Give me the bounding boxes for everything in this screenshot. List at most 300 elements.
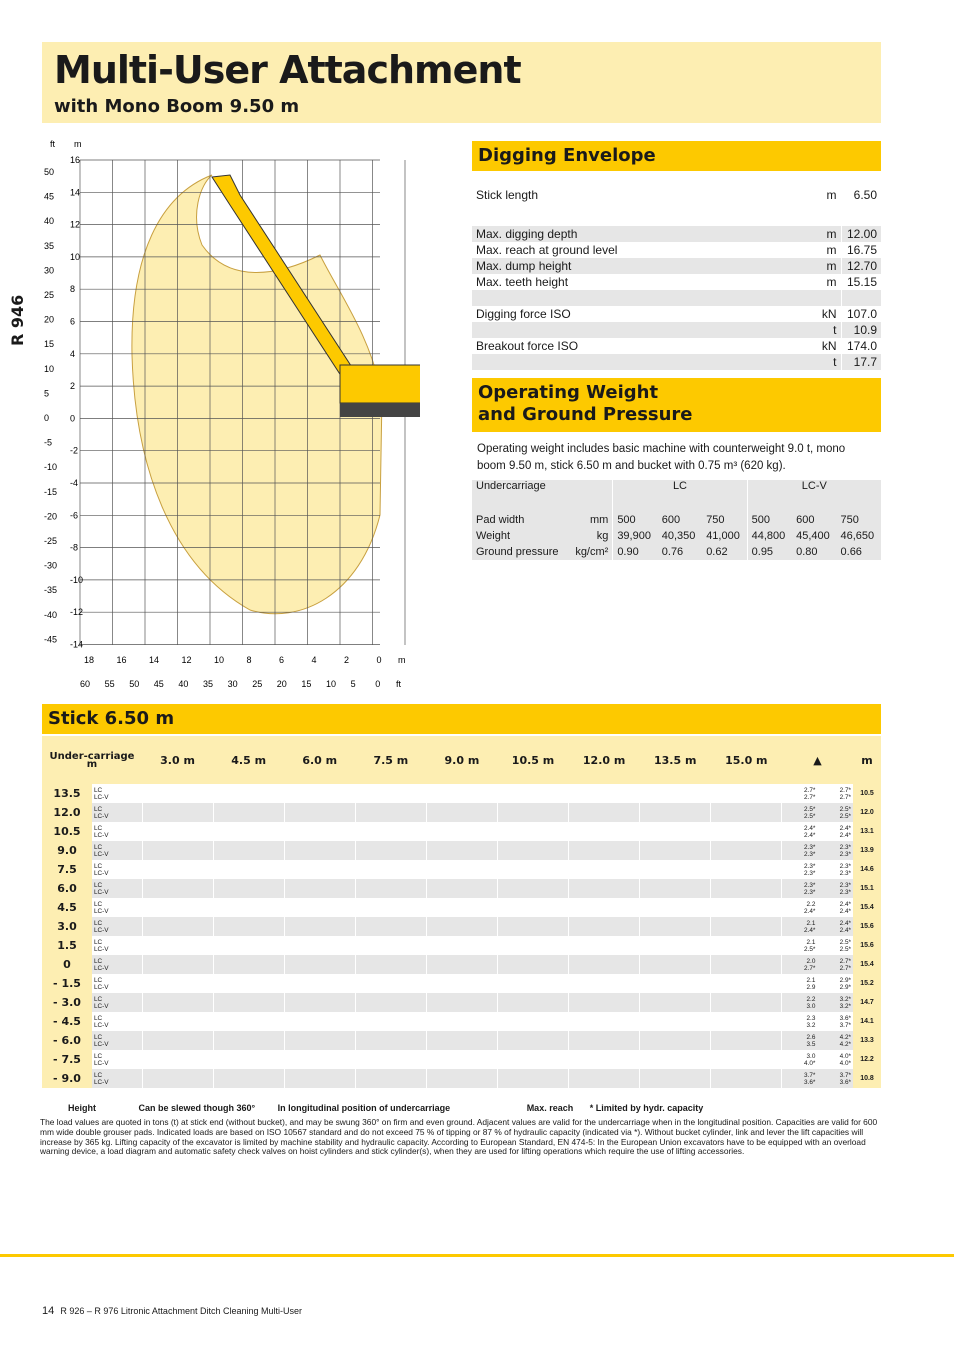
weight-cell: 44,800 <box>747 528 792 544</box>
capacity-cell <box>675 841 711 860</box>
capacity-cell <box>746 993 782 1012</box>
capacity-cell <box>426 1069 462 1088</box>
uc-cell: LC LC-V <box>92 841 142 860</box>
reach-cell: 15.4 <box>853 898 881 917</box>
digging-cell: m <box>826 243 837 257</box>
digging-cell: Breakout force ISO <box>476 339 579 353</box>
weight-cell: Weight <box>472 528 569 544</box>
height-cell: 3.0 <box>42 917 92 936</box>
lift-row <box>42 917 881 936</box>
max-reach-cell: 3.7* 3.6* <box>782 1069 818 1088</box>
digging-envelope-table <box>472 180 881 370</box>
reach-cell: 10.5 <box>853 784 881 803</box>
capacity-cell <box>355 803 391 822</box>
capacity-cell <box>213 955 249 974</box>
capacity-cell <box>178 1031 214 1050</box>
capacity-cell <box>746 1012 782 1031</box>
capacity-cell <box>675 898 711 917</box>
y-tick-ft: -5 <box>44 437 53 448</box>
digging-cell: Max. dump height <box>472 258 811 274</box>
stick-title: Stick 6.50 m <box>42 704 881 734</box>
weight-cell: 46,650 <box>837 528 881 544</box>
capacity-cell <box>462 936 498 955</box>
capacity-cell <box>604 917 640 936</box>
capacity-cell <box>569 974 605 993</box>
lift-row <box>42 860 881 879</box>
digging-cell: Digging force ISO <box>476 307 571 321</box>
max-reach-cell: 2.3* 2.3* <box>782 860 818 879</box>
digging-cell: 12.00 <box>841 226 881 242</box>
capacity-cell <box>213 898 249 917</box>
capacity-cell <box>213 879 249 898</box>
max-reach-cell: 2.1 2.9 <box>782 974 818 993</box>
capacity-cell <box>533 822 569 841</box>
page-title: Multi-User Attachment <box>54 48 521 92</box>
capacity-cell <box>391 879 427 898</box>
capacity-cell <box>497 1031 533 1050</box>
capacity-cell <box>320 822 356 841</box>
capacity-cell <box>426 993 462 1012</box>
legend-height: Height <box>68 1103 96 1113</box>
capacity-cell <box>640 1069 676 1088</box>
y-tick-m: -2 <box>70 445 79 456</box>
capacity-cell <box>391 955 427 974</box>
x-tick-ft: 25 <box>252 679 263 689</box>
capacity-cell <box>604 974 640 993</box>
capacity-cell <box>497 803 533 822</box>
weight-row <box>472 512 881 528</box>
capacity-cell <box>284 841 320 860</box>
reach-col-head: 15.0 m <box>711 736 782 784</box>
capacity-cell <box>284 879 320 898</box>
weight-row <box>472 544 881 560</box>
capacity-cell <box>604 1031 640 1050</box>
legend-slew: Can be slewed though 360° <box>138 1103 256 1113</box>
uc-cell: LC LC-V <box>94 900 109 915</box>
uc-cell: LC LC-V <box>92 879 142 898</box>
height-unit: m <box>86 759 98 770</box>
reach-col-head: 9.0 m <box>426 736 497 784</box>
digging-cell <box>472 354 811 370</box>
capacity-cell <box>569 1050 605 1069</box>
capacity-cell <box>640 879 676 898</box>
capacity-cell <box>284 1050 320 1069</box>
uc-cell: LC LC-V <box>92 917 142 936</box>
capacity-cell <box>497 860 533 879</box>
max-reach-cell: 2.1 2.4* <box>782 917 818 936</box>
capacity-cell <box>640 974 676 993</box>
capacity-cell <box>249 1031 285 1050</box>
capacity-cell <box>497 841 533 860</box>
capacity-cell <box>746 1069 782 1088</box>
digging-row <box>472 210 881 226</box>
legend <box>42 1103 703 1113</box>
weight-cell: Pad width <box>472 512 569 528</box>
reach-cell: 14.6 <box>853 860 881 879</box>
capacity-cell <box>569 860 605 879</box>
max-reach-cell: 2.3* 2.3* <box>839 862 851 877</box>
capacity-cell <box>533 879 569 898</box>
digging-cell: 6.50 <box>841 180 881 210</box>
digging-cell: Max. reach at ground level <box>476 243 618 257</box>
digging-cell: t <box>811 354 841 370</box>
uc-cell: LC LC-V <box>94 786 109 801</box>
capacity-cell <box>711 1050 747 1069</box>
legend-reach: Max. reach <box>526 1103 574 1113</box>
y-tick-m: 4 <box>70 348 76 359</box>
x-axis-ticks <box>80 655 382 689</box>
max-reach-cell: 2.2 2.4* <box>782 898 818 917</box>
height-cell: 1.5 <box>42 936 92 955</box>
capacity-cell <box>711 860 747 879</box>
capacity-cell <box>533 936 569 955</box>
capacity-cell <box>640 860 676 879</box>
capacity-cell <box>462 879 498 898</box>
capacity-cell <box>426 822 462 841</box>
x-tick-ft: 20 <box>276 679 287 689</box>
y-tick-ft: -35 <box>44 585 58 596</box>
capacity-cell <box>497 784 533 803</box>
capacity-cell <box>711 898 747 917</box>
height-cell: - 9.0 <box>42 1069 92 1088</box>
capacity-cell <box>142 993 178 1012</box>
height-cell: 6.0 <box>42 879 92 898</box>
uc-cell: LC LC-V <box>94 824 109 839</box>
max-reach-cell: 2.3 3.2 <box>782 1012 818 1031</box>
digging-cell: 15.15 <box>841 274 881 290</box>
capacity-cell <box>426 917 462 936</box>
capacity-cell <box>249 898 285 917</box>
capacity-cell <box>213 1069 249 1088</box>
y-tick-ft: 15 <box>44 339 55 350</box>
capacity-cell <box>249 974 285 993</box>
capacity-cell <box>640 993 676 1012</box>
capacity-cell <box>213 784 249 803</box>
capacity-cell <box>746 841 782 860</box>
height-cell: - 1.5 <box>42 974 92 993</box>
weight-cell: 0.62 <box>702 544 747 560</box>
capacity-cell <box>213 1031 249 1050</box>
x-tick-ft: 10 <box>326 679 337 689</box>
capacity-cell <box>533 898 569 917</box>
x-tick-m: 16 <box>116 655 127 665</box>
capacity-cell <box>355 784 391 803</box>
capacity-cell <box>462 1069 498 1088</box>
reach-cell: 13.1 <box>853 822 881 841</box>
capacity-cell <box>178 974 214 993</box>
capacity-cell <box>711 993 747 1012</box>
digging-cell: kN <box>821 339 837 353</box>
lift-row <box>42 803 881 822</box>
digging-row <box>472 180 881 210</box>
y-tick-ft: 35 <box>44 240 55 251</box>
height-cell: 9.0 <box>42 841 92 860</box>
capacity-cell <box>497 1069 533 1088</box>
weight-cell: 500 <box>613 512 658 528</box>
footer-rule <box>0 1254 954 1257</box>
capacity-cell <box>178 841 214 860</box>
capacity-cell <box>178 1069 214 1088</box>
capacity-cell <box>675 1050 711 1069</box>
height-cell: 7.5 <box>42 860 92 879</box>
x-tick-ft: 45 <box>153 679 164 689</box>
digging-row <box>472 242 881 258</box>
capacity-cell <box>249 803 285 822</box>
capacity-cell <box>178 1050 214 1069</box>
max-reach-icon: ▲ <box>782 736 853 784</box>
reach-col-head: 7.5 m <box>355 736 426 784</box>
x-tick-ft: 15 <box>301 679 312 689</box>
lift-row <box>42 993 881 1012</box>
lift-row <box>42 841 881 860</box>
y-tick-ft: 30 <box>44 265 55 276</box>
max-reach-cell: 2.4* 2.4* <box>782 822 818 841</box>
lift-row <box>42 936 881 955</box>
lift-row <box>42 784 881 803</box>
reach-cell: 10.8 <box>853 1069 881 1088</box>
capacity-cell <box>142 1050 178 1069</box>
weight-title-1: Operating Weight <box>478 382 659 403</box>
capacity-cell <box>213 993 249 1012</box>
capacity-cell <box>533 803 569 822</box>
capacity-cell <box>284 974 320 993</box>
capacity-cell <box>249 860 285 879</box>
capacity-cell <box>711 1069 747 1088</box>
capacity-cell <box>640 822 676 841</box>
uc-cell: LC LC-V <box>92 993 142 1012</box>
capacity-cell <box>569 955 605 974</box>
capacity-cell <box>320 1012 356 1031</box>
capacity-cell <box>249 955 285 974</box>
x-tick-m: 4 <box>311 655 317 665</box>
footer-text: R 926 – R 976 Litronic Attachment Ditch Cleaning Multi-User <box>60 1306 302 1316</box>
x-m-unit: m <box>398 655 406 665</box>
uc-cell: LC LC-V <box>92 803 142 822</box>
digging-envelope-title: Digging Envelope <box>472 141 881 171</box>
capacity-cell <box>533 993 569 1012</box>
reach-cell: 12.2 <box>853 1050 881 1069</box>
capacity-cell <box>284 784 320 803</box>
capacity-cell <box>426 803 462 822</box>
uc-cell: LC LC-V <box>92 1031 142 1050</box>
max-reach-cell: 2.4* 2.4* <box>839 824 851 839</box>
capacity-cell <box>249 822 285 841</box>
weight-title-2: and Ground Pressure <box>478 404 693 425</box>
y-tick-m: -14 <box>70 639 84 650</box>
capacity-cell <box>320 1031 356 1050</box>
height-cell: - 7.5 <box>42 1050 92 1069</box>
capacity-cell <box>213 917 249 936</box>
reach-cell: 14.7 <box>853 993 881 1012</box>
capacity-cell <box>497 1012 533 1031</box>
capacity-cell <box>497 936 533 955</box>
capacity-cell <box>142 803 178 822</box>
height-cell: 10.5 <box>42 822 92 841</box>
capacity-cell <box>284 1012 320 1031</box>
digging-cell: 107.0 <box>841 306 881 322</box>
capacity-cell <box>355 955 391 974</box>
capacity-cell <box>711 955 747 974</box>
digging-cell: 12.70 <box>841 258 881 274</box>
weight-cell: 750 <box>837 512 881 528</box>
capacity-cell <box>426 1012 462 1031</box>
capacity-cell <box>711 974 747 993</box>
capacity-cell <box>640 898 676 917</box>
capacity-cell <box>178 936 214 955</box>
capacity-cell <box>711 803 747 822</box>
x-ft-unit: ft <box>396 679 402 689</box>
capacity-cell <box>746 955 782 974</box>
capacity-cell <box>604 879 640 898</box>
capacity-cell <box>604 860 640 879</box>
digging-row <box>472 274 881 290</box>
y-tick-ft: -20 <box>44 511 58 522</box>
uc-cell: LC LC-V <box>92 955 142 974</box>
capacity-cell <box>320 917 356 936</box>
capacity-cell <box>284 1031 320 1050</box>
x-tick-ft: 0 <box>375 679 381 689</box>
capacity-cell <box>462 860 498 879</box>
capacity-cell <box>249 879 285 898</box>
x-tick-ft: 30 <box>227 679 238 689</box>
digging-cell <box>841 210 881 226</box>
capacity-cell <box>142 1069 178 1088</box>
notes-text: The load values are quoted in tons (t) at stick end (without bucket), and may be swung 360° on firm and even ground. Adjacent values are valid for the undercarriage when in the longitudinal position. Capacities are valid for 600 mm wide double grouser pads. Indicated loads are based on ISO 10567 standard and do not exceed 75 % of tipping or 87 % of hydraulic capacity (indicated via *). Without bucket cylinder, link and lever the lift capacities will increase by 365 kg. Lifting capacity of the excavator is limited by machine stability and hydraulic capacity. According to European Standard, EN 474-5: In the European Union excavators have to be equipped with an overload warning device, a load diagram and automatic safety check valves on hoist cylinders and stick cylinder(s), when they are used for lifting operations which require the use of lifting accessories. <box>40 1117 878 1157</box>
weight-table <box>472 480 881 560</box>
capacity-cell <box>213 1050 249 1069</box>
y-tick-m: -6 <box>70 510 79 521</box>
capacity-cell <box>355 860 391 879</box>
capacity-cell <box>462 803 498 822</box>
capacity-cell <box>142 860 178 879</box>
max-reach-cell: 2.7* 2.7* <box>782 784 818 803</box>
weight-head-cell: LC-V <box>747 480 881 512</box>
capacity-cell <box>746 898 782 917</box>
weight-cell: 45,400 <box>792 528 836 544</box>
capacity-cell <box>675 974 711 993</box>
y-tick-ft: -30 <box>44 560 58 571</box>
weight-head-cell: LC <box>613 480 747 512</box>
lift-row <box>42 1012 881 1031</box>
capacity-cell <box>426 841 462 860</box>
uc-cell: LC LC-V <box>94 862 109 877</box>
x-tick-ft: 55 <box>104 679 115 689</box>
capacity-cell <box>462 898 498 917</box>
capacity-cell <box>320 784 356 803</box>
capacity-cell <box>213 822 249 841</box>
height-cell: 13.5 <box>42 784 92 803</box>
lift-head-cell <box>42 736 142 784</box>
height-cell: - 6.0 <box>42 1031 92 1050</box>
capacity-cell <box>426 784 462 803</box>
reach-cell: 15.4 <box>853 955 881 974</box>
max-reach-cell: 2.5* 2.5* <box>782 803 818 822</box>
weight-cell: 39,900 <box>613 528 658 544</box>
capacity-cell <box>533 955 569 974</box>
capacity-cell <box>178 879 214 898</box>
capacity-cell <box>284 898 320 917</box>
y-tick-ft: 40 <box>44 216 55 227</box>
capacity-cell <box>142 879 178 898</box>
digging-cell <box>841 290 881 306</box>
weight-cell: 0.66 <box>837 544 881 560</box>
y-tick-ft: 25 <box>44 290 55 300</box>
reach-cell: 15.6 <box>853 936 881 955</box>
y-axis-ticks <box>44 155 83 650</box>
capacity-cell <box>391 993 427 1012</box>
capacity-cell <box>178 860 214 879</box>
capacity-cell <box>711 784 747 803</box>
x-tick-m: 6 <box>279 655 285 665</box>
capacity-cell <box>533 1031 569 1050</box>
capacity-cell <box>284 822 320 841</box>
digging-cell <box>472 322 811 338</box>
x-tick-ft: 60 <box>80 679 91 689</box>
weight-cell: mm <box>569 512 613 528</box>
reach-unit: m <box>853 736 881 784</box>
reach-col-head: 4.5 m <box>213 736 284 784</box>
capacity-cell <box>569 822 605 841</box>
capacity-cell <box>675 955 711 974</box>
capacity-cell <box>746 974 782 993</box>
capacity-cell <box>497 974 533 993</box>
capacity-cell <box>426 860 462 879</box>
capacity-cell <box>569 879 605 898</box>
capacity-cell <box>569 784 605 803</box>
capacity-cell <box>320 936 356 955</box>
capacity-cell <box>142 822 178 841</box>
capacity-cell <box>213 936 249 955</box>
max-reach-cell: 4.0* 4.0* <box>839 1052 851 1067</box>
weight-cell: kg/cm² <box>569 544 613 560</box>
capacity-cell <box>391 936 427 955</box>
capacity-cell <box>320 1069 356 1088</box>
capacity-cell <box>355 936 391 955</box>
capacity-cell <box>640 936 676 955</box>
legend-long: In longitudinal position of undercarriage <box>277 1103 451 1113</box>
capacity-cell <box>675 822 711 841</box>
digging-cell: 10.9 <box>841 322 881 338</box>
capacity-cell <box>497 898 533 917</box>
capacity-cell <box>711 822 747 841</box>
capacity-cell <box>391 898 427 917</box>
capacity-cell <box>284 917 320 936</box>
capacity-cell <box>675 917 711 936</box>
digging-row <box>472 226 881 242</box>
lift-header <box>42 736 881 784</box>
capacity-cell <box>497 955 533 974</box>
max-reach-cell: 3.6* 3.7* <box>839 1014 851 1029</box>
capacity-cell <box>355 1050 391 1069</box>
capacity-cell <box>569 898 605 917</box>
capacity-cell <box>569 841 605 860</box>
capacity-cell <box>391 803 427 822</box>
lift-row <box>42 1031 881 1050</box>
capacity-cell <box>142 917 178 936</box>
reach-cell: 13.3 <box>853 1031 881 1050</box>
capacity-cell <box>533 917 569 936</box>
y-tick-ft: 50 <box>44 167 55 177</box>
capacity-cell <box>533 1050 569 1069</box>
weight-cell: Ground pressure <box>472 544 569 560</box>
capacity-cell <box>533 860 569 879</box>
capacity-cell <box>391 784 427 803</box>
capacity-cell <box>604 993 640 1012</box>
max-reach-cell: 2.9* 2.9* <box>839 976 851 991</box>
capacity-cell <box>142 1031 178 1050</box>
digging-cell <box>811 290 841 306</box>
y-tick-ft: 0 <box>44 413 50 423</box>
